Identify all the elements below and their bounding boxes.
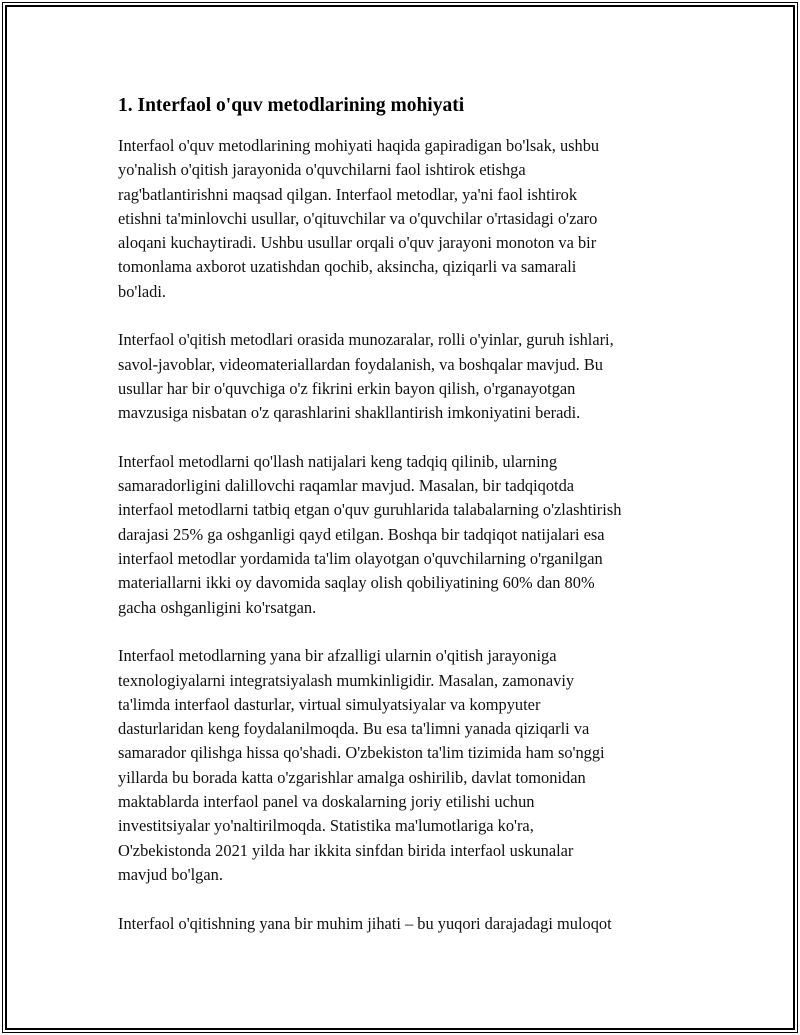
text-line: bo'ladi.	[118, 281, 167, 301]
text-line: yillarda bu borada katta o'zgarishlar amalga oshirilib, davlat tomonidan	[118, 767, 586, 787]
text-line: investitsiyalar yo'naltirilmoqda. Statistika ma'lumotlariga ko'ra,	[118, 816, 534, 836]
text-line: tomonlama axborot uzatishdan qochib, aksincha, qiziqarli va samarali	[118, 257, 577, 277]
text-line: gacha oshganligini ko'rsatgan.	[118, 597, 317, 617]
text-line: dasturlaridan keng foydalanilmoqda. Bu esa ta'limni yanada qiziqarli va	[118, 719, 590, 739]
text-line: aloqani kuchaytiradi. Ushbu usullar orqali o'quv jarayoni monoton va bir	[118, 233, 597, 253]
text-line: rag'batlantirishni maqsad qilgan. Interfaol metodlar, ya'ni faol ishtirok	[118, 184, 578, 204]
paragraph-4	[118, 644, 698, 887]
text-line: mavjud bo'lgan.	[118, 864, 223, 884]
text-line: ta'limda interfaol dasturlar, virtual simulyatsiyalar va kompyuter	[118, 694, 541, 714]
text-line: samarador qilishga hissa qo'shadi. O'zbekiston ta'lim tizimida ham so'nggi	[118, 743, 605, 763]
text-line: mavzusiga nisbatan o'z qarashlarini shakllantirish imkoniyatini beradi.	[118, 403, 581, 423]
text-line: etishni ta'minlovchi usullar, o'qituvchilar va o'quvchilar o'rtasidagi o'zaro	[118, 208, 598, 228]
text-line: interfaol metodlar yordamida ta'lim olayotgan o'quvchilarning o'rganilgan	[118, 549, 603, 569]
paragraph-3	[118, 450, 698, 620]
text-line: yo'nalish o'qitish jarayonida o'quvchilarni faol ishtirok etishga	[118, 160, 526, 180]
text-line: Interfaol metodlarni qo'llash natijalari keng tadqiq qilinib, ularning	[118, 451, 558, 471]
text-line: usullar har bir o'quvchiga o'z fikrini erkin bayon qilish, o'rganayotgan	[118, 378, 576, 398]
paragraph-2	[118, 328, 698, 425]
paragraph-5	[118, 912, 698, 936]
text-line: materiallarni ikki oy davomida saqlay olish qobiliyatining 60% dan 80%	[118, 573, 595, 593]
text-line: darajasi 25% ga oshganligi qayd etilgan. Boshqa bir tadqiqot natijalari esa	[118, 524, 605, 544]
text-line: Interfaol o'qitishning yana bir muhim jihati – bu yuqori darajadagi muloqot	[118, 913, 612, 933]
text-line: texnologiyalarni integratsiyalash mumkinligidir. Masalan, zamonaviy	[118, 670, 575, 690]
text-line: maktablarda interfaol panel va doskalarning joriy etilishi uchun	[118, 792, 535, 812]
section-heading: 1. Interfaol o'quv metodlarining mohiyati	[118, 95, 465, 116]
text-line: samaradorligini dalillovchi raqamlar mavjud. Masalan, bir tadqiqotda	[118, 476, 575, 496]
text-line: O'zbekistonda 2021 yilda har ikkita sinfdan birida interfaol uskunalar	[118, 840, 574, 860]
paragraph-1	[118, 134, 698, 304]
text-line: interfaol metodlarni tatbiq etgan o'quv guruhlarida talabalarning o'zlashtirish	[118, 500, 622, 520]
document-body	[118, 94, 698, 960]
text-line: Interfaol metodlarning yana bir afzalligi ularnin o'qitish jarayoniga	[118, 646, 557, 666]
text-line: Interfaol o'qitish metodlari orasida munozaralar, rolli o'yinlar, guruh ishlari,	[118, 330, 614, 350]
text-line: Interfaol o'quv metodlarining mohiyati haqida gapiradigan bo'lsak, ushbu	[118, 136, 600, 155]
text-line: savol-javoblar, videomateriallardan foydalanish, va boshqalar mavjud. Bu	[118, 354, 603, 374]
